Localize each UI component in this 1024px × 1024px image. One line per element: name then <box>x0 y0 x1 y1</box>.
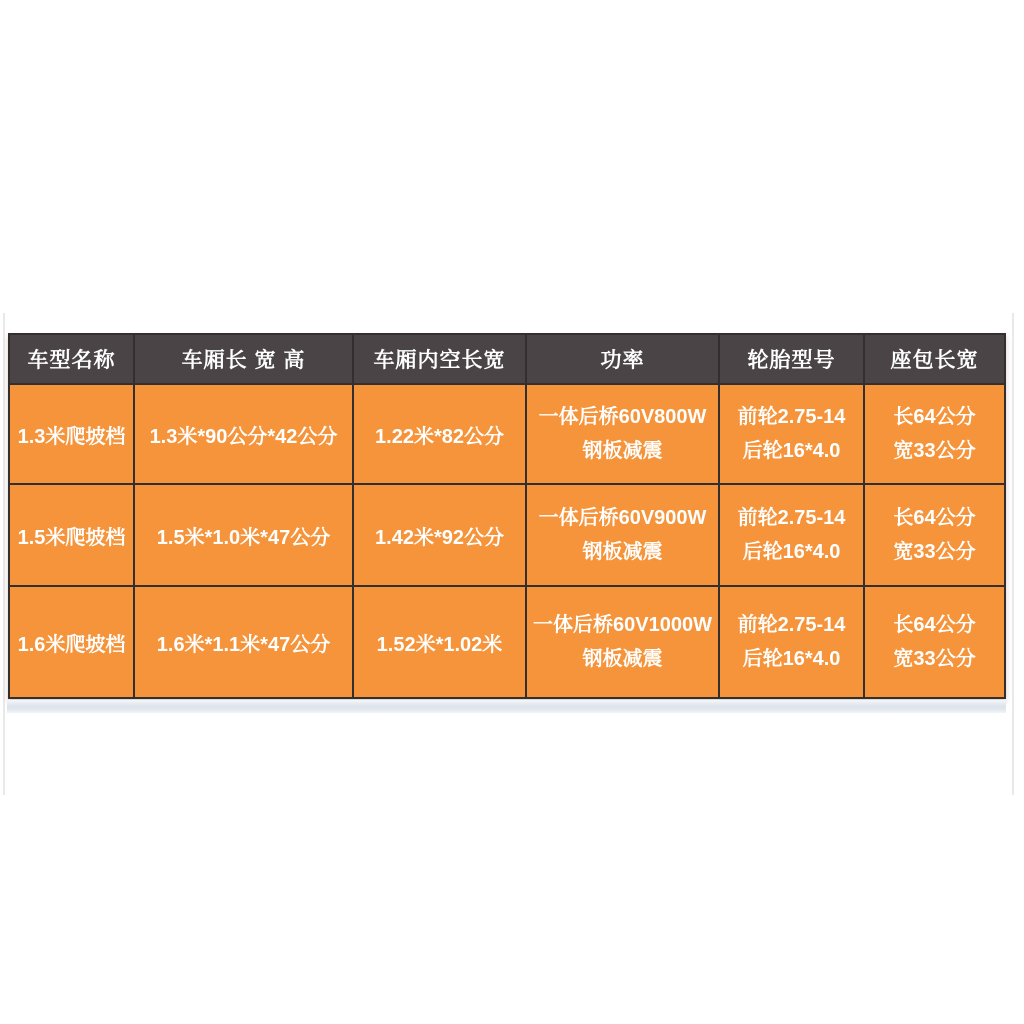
cell-tire-type <box>719 384 864 484</box>
cell-line: 宽33公分 <box>893 541 976 563</box>
cell-line: 钢板减震 <box>582 541 663 563</box>
table-row <box>9 586 1005 698</box>
cell-tire-type <box>719 484 864 586</box>
cell-line: 钢板减震 <box>582 440 663 462</box>
header-cell-tire-type: 轮胎型号 <box>719 334 864 384</box>
cell-inner-lw: 1.42米*92公分 <box>353 484 526 586</box>
cell-line: 后轮16*4.0 <box>742 541 841 563</box>
cell-line: 前轮2.75-14 <box>737 614 846 636</box>
cell-line: 一体后桥60V1000W <box>533 614 712 636</box>
cell-seat-size <box>864 384 1005 484</box>
cell-seat-size <box>864 484 1005 586</box>
table-row <box>9 484 1005 586</box>
cell-line: 宽33公分 <box>893 440 976 462</box>
cell-line: 长64公分 <box>893 406 976 428</box>
cell-line: 钢板减震 <box>582 648 663 670</box>
cell-model-name: 1.6米爬坡档 <box>9 586 134 698</box>
cell-box-lwh: 1.6米*1.1米*47公分 <box>134 586 353 698</box>
cell-inner-lw: 1.22米*82公分 <box>353 384 526 484</box>
cell-inner-lw: 1.52米*1.02米 <box>353 586 526 698</box>
cell-line: 后轮16*4.0 <box>742 440 841 462</box>
header-cell-seat-size: 座包长宽 <box>864 334 1005 384</box>
header-cell-model-name: 车型名称 <box>9 334 134 384</box>
cell-line: 长64公分 <box>893 614 976 636</box>
header-cell-inner-lw: 车厢内空长宽 <box>353 334 526 384</box>
cell-tire-type <box>719 586 864 698</box>
spec-table <box>8 333 1006 699</box>
cell-model-name: 1.5米爬坡档 <box>9 484 134 586</box>
cell-line: 前轮2.75-14 <box>737 406 846 428</box>
divider-strip <box>7 700 1006 713</box>
cell-power <box>526 484 719 586</box>
cell-model-name: 1.3米爬坡档 <box>9 384 134 484</box>
cell-power <box>526 384 719 484</box>
cell-power <box>526 586 719 698</box>
header-cell-box-lwh: 车厢长 宽 高 <box>134 334 353 384</box>
cell-box-lwh: 1.3米*90公分*42公分 <box>134 384 353 484</box>
cell-seat-size <box>864 586 1005 698</box>
cell-line: 一体后桥60V900W <box>538 507 707 529</box>
header-cell-power: 功率 <box>526 334 719 384</box>
page-edge-line-left <box>3 313 5 795</box>
header-row <box>9 334 1005 384</box>
cell-line: 宽33公分 <box>893 648 976 670</box>
cell-line: 前轮2.75-14 <box>737 507 846 529</box>
cell-line: 后轮16*4.0 <box>742 648 841 670</box>
cell-line: 长64公分 <box>893 507 976 529</box>
cell-box-lwh: 1.5米*1.0米*47公分 <box>134 484 353 586</box>
cell-line: 一体后桥60V800W <box>538 406 707 428</box>
table-row <box>9 384 1005 484</box>
page-edge-line-right <box>1012 313 1014 795</box>
